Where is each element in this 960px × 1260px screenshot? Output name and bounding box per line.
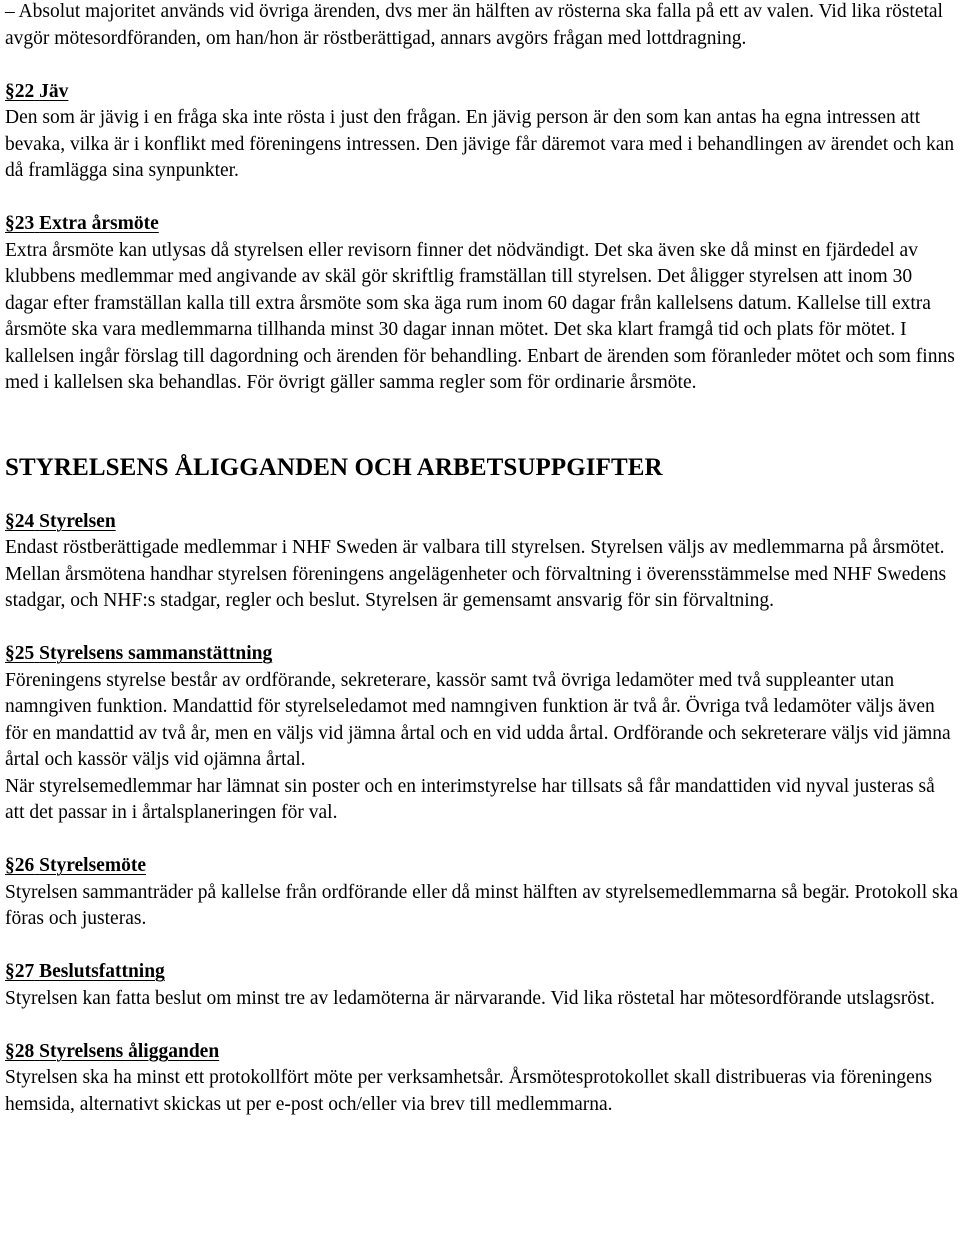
section-26-body: Styrelsen sammanträder på kallelse från ordförande eller då minst hälften av styrelsemedlemmarna så begär. Protokoll ska föras och justeras. <box>5 881 959 929</box>
spacer <box>5 615 958 642</box>
section-25-body: Föreningens styrelse består av ordförande, sekreterare, kassör samt två övriga ledamöter med två suppleanter utan namngiven funktion. Mandattid för styrelseledamot med namngiven funktion är två år. Övriga två ledamöter väljs även för en mandattid av två år, men en väljs vid jämna årtal och en vid udda årtal. Ordförande och sekreterare väljs vid jämna årtal och kassör väljs vid ojämna årtal. <box>5 669 951 770</box>
document-page <box>5 0 958 1118</box>
section-25-heading <box>5 643 272 664</box>
intro-paragraph: – Absolut majoritet används vid övriga ärenden, dvs mer än hälften av rösterna ska falla på ett av valen. Vid lika röstetal avgör mötesordföranden, om han/hon är röstberättigad, annars avgörs frågan med lottdragning. <box>5 1 943 49</box>
section-24-number: §24 <box>5 510 35 532</box>
section-28-title: Styrelsens åligganden <box>39 1040 220 1062</box>
section-26 <box>5 853 958 933</box>
section-24-title: Styrelsen <box>39 510 116 532</box>
section-27-body: Styrelsen kan fatta beslut om minst tre av ledamöterna är närvarande. Vid lika röstetal har mötesordförande utslagsröst. <box>5 987 935 1009</box>
section-23-number: §23 <box>5 213 35 234</box>
spacer <box>5 933 958 960</box>
section-23 <box>5 211 958 397</box>
spacer <box>5 52 958 79</box>
section-27-number: §27 <box>5 961 35 982</box>
section-22-heading <box>5 81 68 102</box>
section-23-heading <box>5 213 159 234</box>
section-28-number: §28 <box>5 1040 35 1062</box>
section-26-heading <box>5 855 146 876</box>
spacer <box>5 397 958 453</box>
section-25-title: Styrelsens sammanstättning <box>39 643 273 664</box>
section-25-number: §25 <box>5 643 35 664</box>
section-27-title: Beslutsfattning <box>39 961 165 982</box>
section-22-body: Den som är jävig i en fråga ska inte rösta i just den frågan. En jävig person är den som kan antas ha egna intressen att bevaka, vilka är i konflikt med föreningens intressen. Den jävige får däremot vara med i behandlingen av ärendet och kan då framlägga sina synpunkter. <box>5 107 955 181</box>
section-22-number: §22 <box>5 80 35 102</box>
spacer <box>5 1012 958 1039</box>
section-22 <box>5 79 958 185</box>
section-25-body-continued: När styrelsemedlemmar har lämnat sin poster och en interimstyrelse har tillsats så får mandattiden vid nyval justeras så att det passar in i årtalsplaneringen för val. <box>5 775 935 823</box>
section-24-body: Endast röstberättigade medlemmar i NHF Sweden är valbara till styrelsen. Styrelsen väljs av medlemmarna på årsmötet. Mellan årsmötena handhar styrelsen föreningens angelägenheter och förvaltning i överensstämmelse med NHF Swedens stadgar, och NHF:s stadgar, regler och beslut. Styrelsen är gemensamt ansvarig för sin förvaltning. <box>5 537 947 611</box>
section-27-heading <box>5 961 165 982</box>
spacer <box>5 827 958 854</box>
section-24 <box>5 509 958 615</box>
section-28 <box>5 1039 958 1119</box>
section-23-title: Extra årsmöte <box>39 213 159 234</box>
section-26-number: §26 <box>5 855 35 876</box>
section-22-title: Jäv <box>39 80 69 102</box>
section-27 <box>5 959 958 1012</box>
spacer <box>5 483 958 509</box>
section-25 <box>5 641 958 827</box>
section-23-body: Extra årsmöte kan utlysas då styrelsen eller revisorn finner det nödvändigt. Det ska även ske då minst en fjärdedel av klubbens medlemmar med angivande av skäl gör skriftlig framställan till styrelsen. Det åligger styrelsen att inom 30 dagar efter framställan kalla till extra årsmöte som ska äga rum inom 60 dagar från kallelsens datum. Kallelse till extra årsmöte ska vara medlemmarna tillhanda minst 30 dagar innan mötet. Det ska klart framgå tid och plats för mötet. I kallelsen ingår förslag till dagordning och ärenden för behandling. Enbart de ärenden som föranleder mötet och som finns med i kallelsen ska behandlas. För övrigt gäller samma regler som för ordinarie årsmöte. <box>5 239 955 393</box>
section-26-title: Styrelsemöte <box>39 855 146 876</box>
section-28-body: Styrelsen ska ha minst ett protokollfört möte per verksamhetsår. Årsmötesprotokollet skall distribueras via föreningens hemsida, alternativt skickas ut per e-post och/eller via brev till medlemmarna. <box>5 1067 933 1115</box>
spacer <box>5 185 958 212</box>
section-28-heading <box>5 1041 219 1062</box>
section-24-heading <box>5 511 116 532</box>
part-title: STYRELSENS ÅLIGGANDEN OCH ARBETSUPPGIFTER <box>5 453 663 481</box>
